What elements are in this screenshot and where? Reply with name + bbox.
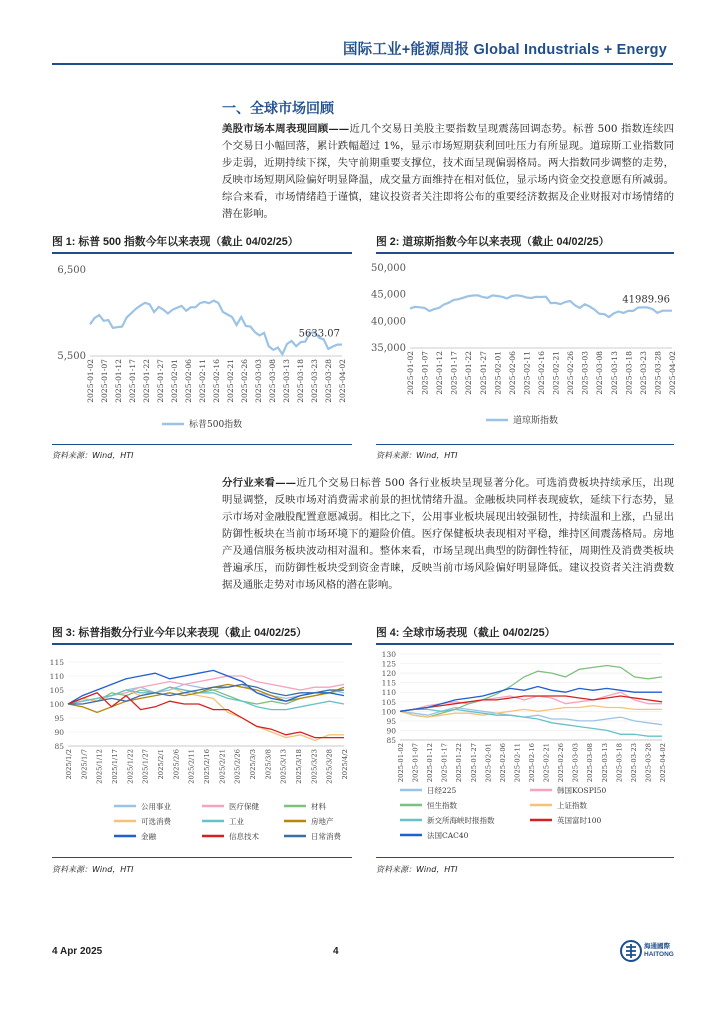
y-tick-label: 110 [381, 688, 396, 698]
legend-label: 法国CAC40 [427, 831, 469, 840]
series-line-标普500指数 [90, 301, 342, 355]
section-title: 一、全球市场回顾 [222, 100, 334, 116]
x-tick-label: 2025/2/16 [203, 749, 211, 784]
x-tick-label: 2025-01-07 [100, 359, 109, 403]
header-rule [52, 63, 673, 65]
legend-label: 医疗保健 [229, 802, 259, 811]
x-tick-label: 2025-01-22 [455, 743, 464, 783]
x-tick-label: 2025-03-03 [254, 359, 263, 403]
x-tick-label: 2025-02-11 [522, 351, 532, 395]
y-tick-label: 130 [381, 650, 396, 659]
x-tick-label: 2025-03-13 [282, 359, 291, 403]
x-tick-label: 2025-02-16 [212, 359, 221, 403]
y-tick-label: 85 [386, 736, 396, 745]
haitong-logo-icon [620, 940, 642, 962]
x-tick-label: 2025/3/8 [264, 749, 273, 780]
y-tick-label: 90 [386, 726, 396, 736]
x-tick-label: 2025-02-21 [542, 743, 551, 783]
legend-label: 新交所海峡时报指数 [427, 816, 495, 825]
y-tick-label: 125 [381, 659, 396, 669]
x-tick-label: 2025-03-08 [586, 743, 595, 783]
x-tick-label: 2025-01-27 [156, 359, 165, 403]
legend-label: 信息技术 [229, 832, 259, 841]
x-tick-label: 2025-03-13 [600, 743, 609, 783]
y-tick-label: 6,500 [57, 265, 86, 276]
x-tick-label: 2025-03-28 [324, 359, 333, 403]
x-tick-label: 2025-01-17 [128, 359, 137, 403]
x-tick-label: 2025-02-26 [566, 351, 576, 395]
figure-4-source: 资料来源：Wind，HTI [376, 865, 458, 874]
legend-label: 标普500指数 [189, 420, 243, 430]
legend-label: 日常消费 [311, 832, 341, 841]
x-tick-label: 2025/2/11 [187, 749, 196, 784]
last-value-label: 5633.07 [298, 328, 340, 340]
x-tick-label: 2025-04-02 [668, 351, 677, 395]
y-tick-label: 120 [381, 669, 396, 679]
x-tick-label: 2025-02-16 [528, 743, 536, 783]
y-tick-label: 45,000 [371, 289, 406, 301]
legend-label: 工业 [229, 817, 244, 826]
x-tick-label: 2025-03-23 [638, 351, 648, 395]
x-tick-label: 2025/2/1 [157, 749, 165, 780]
y-tick-label: 50,000 [371, 263, 406, 274]
x-tick-label: 2025/1/7 [80, 749, 89, 780]
figure-4-foot-rule [376, 857, 674, 858]
x-tick-label: 2025-01-12 [435, 351, 445, 395]
haitong-logo [620, 938, 678, 964]
x-tick-label: 2025-03-28 [653, 351, 663, 395]
series-line-信息技术 [68, 693, 344, 738]
x-tick-label: 2025-02-06 [507, 351, 517, 395]
legend-label: 韩国KOSPI50 [557, 786, 607, 795]
x-tick-label: 2025/3/28 [325, 749, 334, 784]
x-tick-label: 2025-03-03 [580, 351, 590, 395]
x-tick-label: 2025/3/3 [249, 749, 257, 780]
legend-label: 日经225 [427, 786, 457, 795]
x-tick-label: 2025/1/12 [95, 749, 104, 784]
y-tick-label: 85 [54, 742, 64, 751]
sp500-line-chart [52, 256, 352, 436]
figure-3-foot-rule [52, 857, 352, 858]
x-tick-label: 2025/2/26 [233, 749, 242, 784]
x-tick-label: 2025-02-21 [226, 359, 235, 403]
legend-label: 房地产 [311, 817, 334, 826]
paragraph-lead: 分行业来看—— [222, 477, 296, 489]
y-tick-label: 105 [49, 686, 64, 695]
figure-4-title: 图 4: 全球市场表现（截止 04/02/25） [376, 627, 556, 639]
y-tick-label: 115 [49, 658, 64, 667]
y-tick-label: 105 [381, 697, 396, 707]
figure-2-foot-rule [376, 444, 674, 445]
x-tick-label: 2025/1/22 [126, 749, 135, 784]
y-tick-label: 95 [54, 714, 64, 723]
figure-2-title: 图 2: 道琼斯指数今年以来表现（截止 04/02/25） [376, 236, 610, 248]
figure-2-rule [376, 252, 674, 254]
y-tick-label: 115 [381, 678, 396, 688]
x-tick-label: 2025/3/13 [279, 749, 288, 784]
last-value-label: 41989.96 [622, 294, 670, 306]
x-tick-label: 2025-03-23 [310, 359, 319, 403]
x-tick-label: 2025-03-08 [268, 359, 277, 403]
x-tick-label: 2025-01-02 [406, 351, 415, 395]
sector-review-paragraph [222, 475, 674, 605]
x-tick-label: 2025-03-28 [644, 743, 653, 783]
x-tick-label: 2025-02-06 [498, 743, 507, 783]
paragraph-text: 近几个交易日标普 500 各行业板块呈现显著分化。可选消费板块持续承压，出现明显调整，反映市场对消费需求前景的担忧情绪升温。金融板块同样表现疲软，延续下行态势，显示市场对金融股配置意愿减弱。相比之下，公用事业板块展现出较强韧性，持续温和上涨，凸显出防御性板块在当前市场环境下的避险价值。医疗保健板块表现相对平稳，维持区间震荡格局。房地产及通信服务板块波动相对温和。整体来看，市场呈现出典型的防御性特征，周期性及消费类板块普遍承压，而防御性板块受到资金青睐，反映当前市场风险偏好明显降低。建议投资者关注消费数据及通胀走势对市场风格的潜在影响。 [222, 477, 675, 591]
x-tick-label: 2025-02-11 [198, 359, 207, 403]
figure-3-rule [52, 643, 352, 645]
x-tick-label: 2025-01-17 [449, 351, 459, 395]
x-tick-label: 2025-01-27 [469, 743, 478, 783]
legend-label: 可选消费 [141, 817, 171, 826]
x-tick-label: 2025/3/23 [310, 749, 319, 784]
x-tick-label: 2025-01-12 [426, 743, 435, 783]
paragraph-lead: 美股市场本周表现回顾—— [222, 123, 350, 135]
global-markets-line-chart [376, 648, 674, 853]
x-tick-label: 2025-04-02 [338, 359, 347, 403]
y-tick-label: 40,000 [371, 316, 406, 328]
x-tick-label: 2025-02-11 [513, 743, 522, 783]
legend-label: 英国富时100 [557, 816, 602, 825]
figure-3-source: 资料来源：Wind，HTI [52, 865, 134, 874]
x-tick-label: 2025/4/2 [341, 749, 349, 780]
x-tick-label: 2025/1/17 [111, 749, 119, 784]
y-tick-label: 95 [386, 716, 396, 726]
figure-4-rule [376, 643, 674, 645]
x-tick-label: 2025-03-03 [571, 743, 580, 783]
x-tick-label: 2025-01-22 [464, 351, 474, 395]
x-tick-label: 2025-01-17 [440, 743, 449, 783]
x-tick-label: 2025-02-06 [184, 359, 193, 403]
x-tick-label: 2025-02-26 [240, 359, 249, 403]
x-tick-label: 2025-01-22 [142, 359, 151, 403]
x-tick-label: 2025-01-07 [420, 351, 430, 395]
x-tick-label: 2025-01-07 [411, 743, 420, 783]
legend-label: 材料 [311, 802, 326, 811]
x-tick-label: 2025-02-26 [557, 743, 566, 783]
legend-label: 道琼斯指数 [513, 416, 559, 426]
legend-label: 公用事业 [141, 802, 171, 811]
x-tick-label: 2025-01-27 [478, 351, 488, 395]
x-tick-label: 2025-01-02 [86, 359, 95, 403]
y-tick-label: 35,000 [371, 343, 406, 354]
logo-chinese-text: 海通國際 [644, 943, 670, 950]
us-market-review-paragraph [222, 121, 674, 220]
y-tick-label: 90 [54, 728, 64, 737]
x-tick-label: 2025-02-01 [493, 351, 503, 395]
x-tick-label: 2025-03-13 [609, 351, 619, 395]
x-tick-label: 2025/2/21 [218, 749, 227, 784]
sector-index-line-chart [49, 648, 352, 853]
x-tick-label: 2025-03-18 [615, 743, 624, 783]
dow-jones-line-chart [371, 256, 677, 436]
x-tick-label: 2025-03-08 [595, 351, 605, 395]
logo-english-text: HAITONG [644, 951, 674, 958]
y-tick-label: 110 [49, 672, 64, 681]
footer-page-number: 4 [333, 946, 339, 957]
legend-label: 上证指数 [557, 801, 587, 810]
x-tick-label: 2025-01-12 [114, 359, 123, 403]
x-tick-label: 2025/1/2 [65, 749, 73, 780]
x-tick-label: 2025/2/6 [172, 749, 181, 780]
figure-2-source: 资料来源：Wind，HTI [376, 451, 458, 460]
report-header-title: 国际工业+能源周报 Global Industrials + Energy [342, 42, 667, 58]
footer-date: 4 Apr 2025 [52, 946, 103, 957]
x-tick-label: 2025-03-18 [624, 351, 634, 395]
legend-label: 恒生指数 [427, 801, 457, 810]
figure-1-source: 资料来源：Wind，HTI [52, 451, 134, 460]
x-tick-label: 2025/1/27 [141, 749, 150, 784]
y-tick-label: 100 [49, 700, 64, 709]
paragraph-text: 近几个交易日美股主要指数呈现震荡回调态势。标普 500 指数连续四个交易日小幅回落，累计跌幅超过 1%，显示市场短期获利回吐压力有所显现。道琼斯工业指数同步走弱，近期持续下探，失守前期重要支撑位，技术面呈现偏弱格局。两大指数同步调整的走势，反映市场短期风险偏好明显降温，成交量方面维持在相对低位，显示场内资金交投意愿有所减弱。综合来看，市场情绪趋于谨慎，建议投资者关注即将公布的重要经济数据及企业财报对市场情绪的潜在影响。 [222, 123, 674, 220]
x-tick-label: 2025-02-16 [537, 351, 546, 395]
figure-1-foot-rule [52, 444, 352, 445]
figure-1-title: 图 1: 标普 500 指数今年以来表现（截止 04/02/25） [52, 236, 299, 248]
figure-3-title: 图 3: 标普指数分行业今年以来表现（截止 04/02/25） [52, 627, 307, 639]
figure-1-rule [52, 252, 352, 254]
x-tick-label: 2025-04-02 [659, 743, 667, 783]
x-tick-label: 2025/3/18 [295, 749, 303, 784]
x-tick-label: 2025-03-23 [629, 743, 638, 783]
y-tick-label: 100 [381, 707, 396, 717]
x-tick-label: 2025-02-21 [551, 351, 561, 395]
x-tick-label: 2025-03-18 [296, 359, 305, 403]
x-tick-label: 2025-01-02 [397, 743, 405, 783]
y-tick-label: 5,500 [57, 351, 86, 362]
x-tick-label: 2025-02-01 [484, 743, 493, 783]
x-tick-label: 2025-02-01 [170, 359, 179, 403]
legend-label: 金融 [141, 832, 156, 841]
